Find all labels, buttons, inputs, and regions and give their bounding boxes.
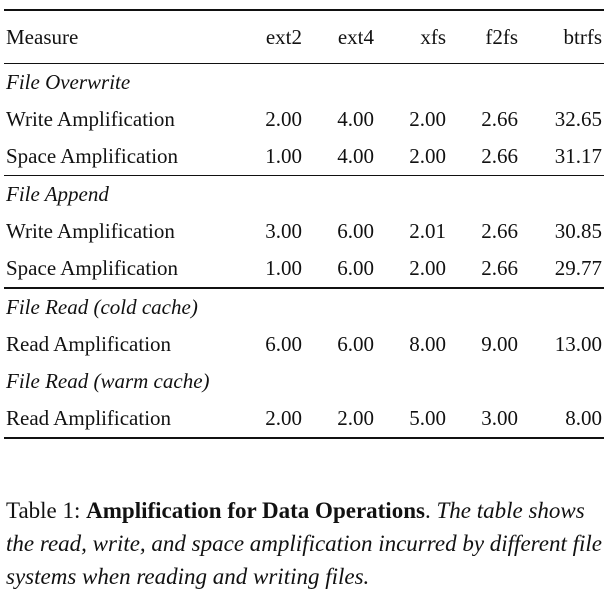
value-cell: 32.65 xyxy=(554,107,602,131)
measure-cell: Write Amplification xyxy=(6,107,175,131)
value-cell: 9.00 xyxy=(481,332,518,356)
value-cell: 2.66 xyxy=(481,256,518,280)
measure-cell: Space Amplification xyxy=(6,256,179,280)
value-cell: 2.66 xyxy=(481,107,518,131)
value-cell: 1.00 xyxy=(265,144,302,168)
value-cell: 8.00 xyxy=(409,332,446,356)
section-row xyxy=(4,363,604,400)
value-cell: 3.00 xyxy=(265,219,302,243)
header-ext2: ext2 xyxy=(230,10,302,64)
value-cell: 5.00 xyxy=(374,400,446,438)
section-title-file-overwrite: File Overwrite xyxy=(4,64,604,102)
section-title-file-read-cold: File Read (cold cache) xyxy=(4,288,604,326)
value-cell: 2.00 xyxy=(230,400,302,438)
value-cell: 31.17 xyxy=(554,144,602,168)
header-btrfs: btrfs xyxy=(518,10,604,64)
value-cell: 13.00 xyxy=(554,332,602,356)
header-xfs: xfs xyxy=(374,10,446,64)
table-row xyxy=(4,250,604,288)
header-measure: Measure xyxy=(4,10,230,64)
table-row xyxy=(4,213,604,250)
value-cell: 6.00 xyxy=(337,219,374,243)
value-cell: 8.00 xyxy=(518,400,604,438)
caption-period: . xyxy=(424,498,431,523)
value-cell: 2.66 xyxy=(481,219,518,243)
table-row xyxy=(4,138,604,176)
caption-title: Amplification for Data Operations xyxy=(86,498,425,523)
value-cell: 2.00 xyxy=(409,107,446,131)
value-cell: 4.00 xyxy=(337,107,374,131)
table-header-row xyxy=(4,10,604,64)
value-cell: 6.00 xyxy=(337,332,374,356)
measure-cell: Write Amplification xyxy=(6,219,175,243)
value-cell: 2.01 xyxy=(409,219,446,243)
table-row xyxy=(4,326,604,363)
amplification-table xyxy=(4,9,604,439)
section-row xyxy=(4,176,604,214)
value-cell: 2.00 xyxy=(409,144,446,168)
amplification-table-container xyxy=(4,9,604,439)
table-row xyxy=(4,101,604,138)
value-cell: 2.66 xyxy=(481,144,518,168)
caption-description: The table shows the read, write, and space amplification incurred by different file systems when reading and writing files. xyxy=(6,498,602,589)
header-ext4: ext4 xyxy=(302,10,374,64)
measure-cell: Space Amplification xyxy=(6,144,179,168)
table-row xyxy=(4,400,604,438)
value-cell: 6.00 xyxy=(337,256,374,280)
table-caption xyxy=(6,494,602,593)
caption-prefix: Table 1: xyxy=(6,498,87,523)
value-cell: 1.00 xyxy=(265,256,302,280)
value-cell: 3.00 xyxy=(446,400,518,438)
measure-cell: Read Amplification xyxy=(6,332,172,356)
measure-cell: Read Amplification xyxy=(4,400,230,438)
section-title-file-read-warm: File Read (warm cache) xyxy=(6,369,210,393)
value-cell: 29.77 xyxy=(554,256,602,280)
value-cell: 4.00 xyxy=(337,144,374,168)
value-cell: 2.00 xyxy=(409,256,446,280)
value-cell: 2.00 xyxy=(265,107,302,131)
value-cell: 6.00 xyxy=(265,332,302,356)
value-cell: 2.00 xyxy=(302,400,374,438)
section-row xyxy=(4,64,604,102)
section-row xyxy=(4,288,604,326)
section-title-file-append: File Append xyxy=(4,176,604,214)
value-cell: 30.85 xyxy=(554,219,602,243)
header-f2fs: f2fs xyxy=(446,10,518,64)
